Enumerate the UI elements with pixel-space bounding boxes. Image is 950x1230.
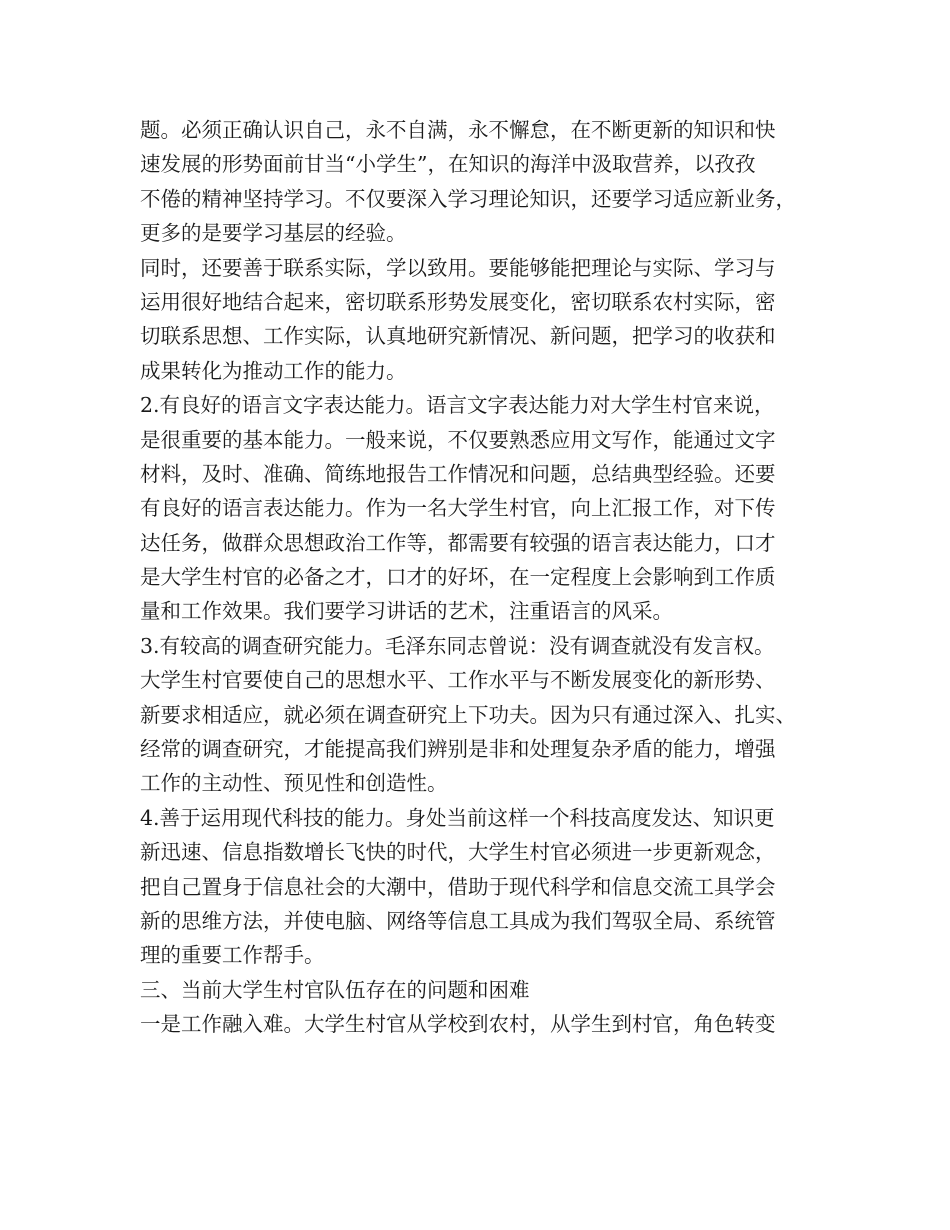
text-line: 把自己置身于信息社会的大潮中，借助于现代科学和信息交流工具学会 xyxy=(140,874,776,899)
text-line: 有良好的语言表达能力。作为一名大学生村官，向上汇报工作，对下传 xyxy=(140,496,776,521)
text-line: 速发展的形势面前甘当“小学生”，在知识的海洋中汲取营养，以孜孜 xyxy=(140,152,756,177)
text-line: 题。必须正确认识自己，永不自满，永不懈怠，在不断更新的知识和快 xyxy=(140,118,776,142)
text-line: 理的重要工作帮手。 xyxy=(140,943,325,968)
text-line: 工作的主动性、预见性和创造性。 xyxy=(140,771,448,796)
text-line: 切联系思想、工作实际，认真地研究新情况、新问题，把学习的收获和 xyxy=(140,324,776,349)
text-line: 成果转化为推动工作的能力。 xyxy=(140,358,407,383)
text-line: 经常的调查研究，才能提高我们辨别是非和处理复杂矛盾的能力，增强 xyxy=(140,737,776,762)
text-line: 量和工作效果。我们要学习讲话的艺术，注重语言的风采。 xyxy=(140,599,673,624)
text-line: 同时，还要善于联系实际，学以致用。要能够能把理论与实际、学习与 xyxy=(140,255,776,280)
text-line: 达任务，做群众思想政治工作等，都需要有较强的语言表达能力，口才 xyxy=(140,530,776,555)
text-line: 不倦的精神坚持学习。不仅要深入学习理论知识，还要学习适应新业务， xyxy=(140,186,796,211)
text-line: 新迅速、信息指数增长飞快的时代，大学生村官必须进一步更新观念， xyxy=(140,840,776,865)
text-line: 新要求相适应，就必须在调查研究上下功夫。因为只有通过深入、扎实、 xyxy=(140,702,796,727)
text-line: 是大学生村官的必备之才，口才的好坏，在一定程度上会影响到工作质 xyxy=(140,565,776,590)
text-line: 运用很好地结合起来，密切联系形势发展变化，密切联系农村实际，密 xyxy=(140,289,776,314)
text-line: 一是工作融入难。大学生村官从学校到农村，从学生到村官，角色转变 xyxy=(140,1012,776,1037)
body-text xyxy=(140,113,830,1042)
section-heading: 三、当前大学生村官队伍存在的问题和困难 xyxy=(140,977,530,1002)
text-line: 大学生村官要使自己的思想水平、工作水平与不断发展变化的新形势、 xyxy=(140,668,776,693)
text-line: 更多的是要学习基层的经验。 xyxy=(140,221,407,246)
text-line: 是很重要的基本能力。一般来说，不仅要熟悉应用文写作，能通过文字 xyxy=(140,427,776,452)
text-line: 材料，及时、准确、简练地报告工作情况和问题，总结典型经验。还要 xyxy=(140,461,776,486)
text-line: 新的思维方法，并使电脑、网络等信息工具成为我们驾驭全局、系统管 xyxy=(140,908,776,933)
text-line: 3.有较高的调查研究能力。毛泽东同志曾说：没有调查就没有发言权。 xyxy=(140,633,775,658)
text-line: 2.有良好的语言文字表达能力。语言文字表达能力对大学生村官来说， xyxy=(140,393,775,418)
text-line: 4.善于运用现代科技的能力。身处当前这样一个科技高度发达、知识更 xyxy=(140,805,775,830)
